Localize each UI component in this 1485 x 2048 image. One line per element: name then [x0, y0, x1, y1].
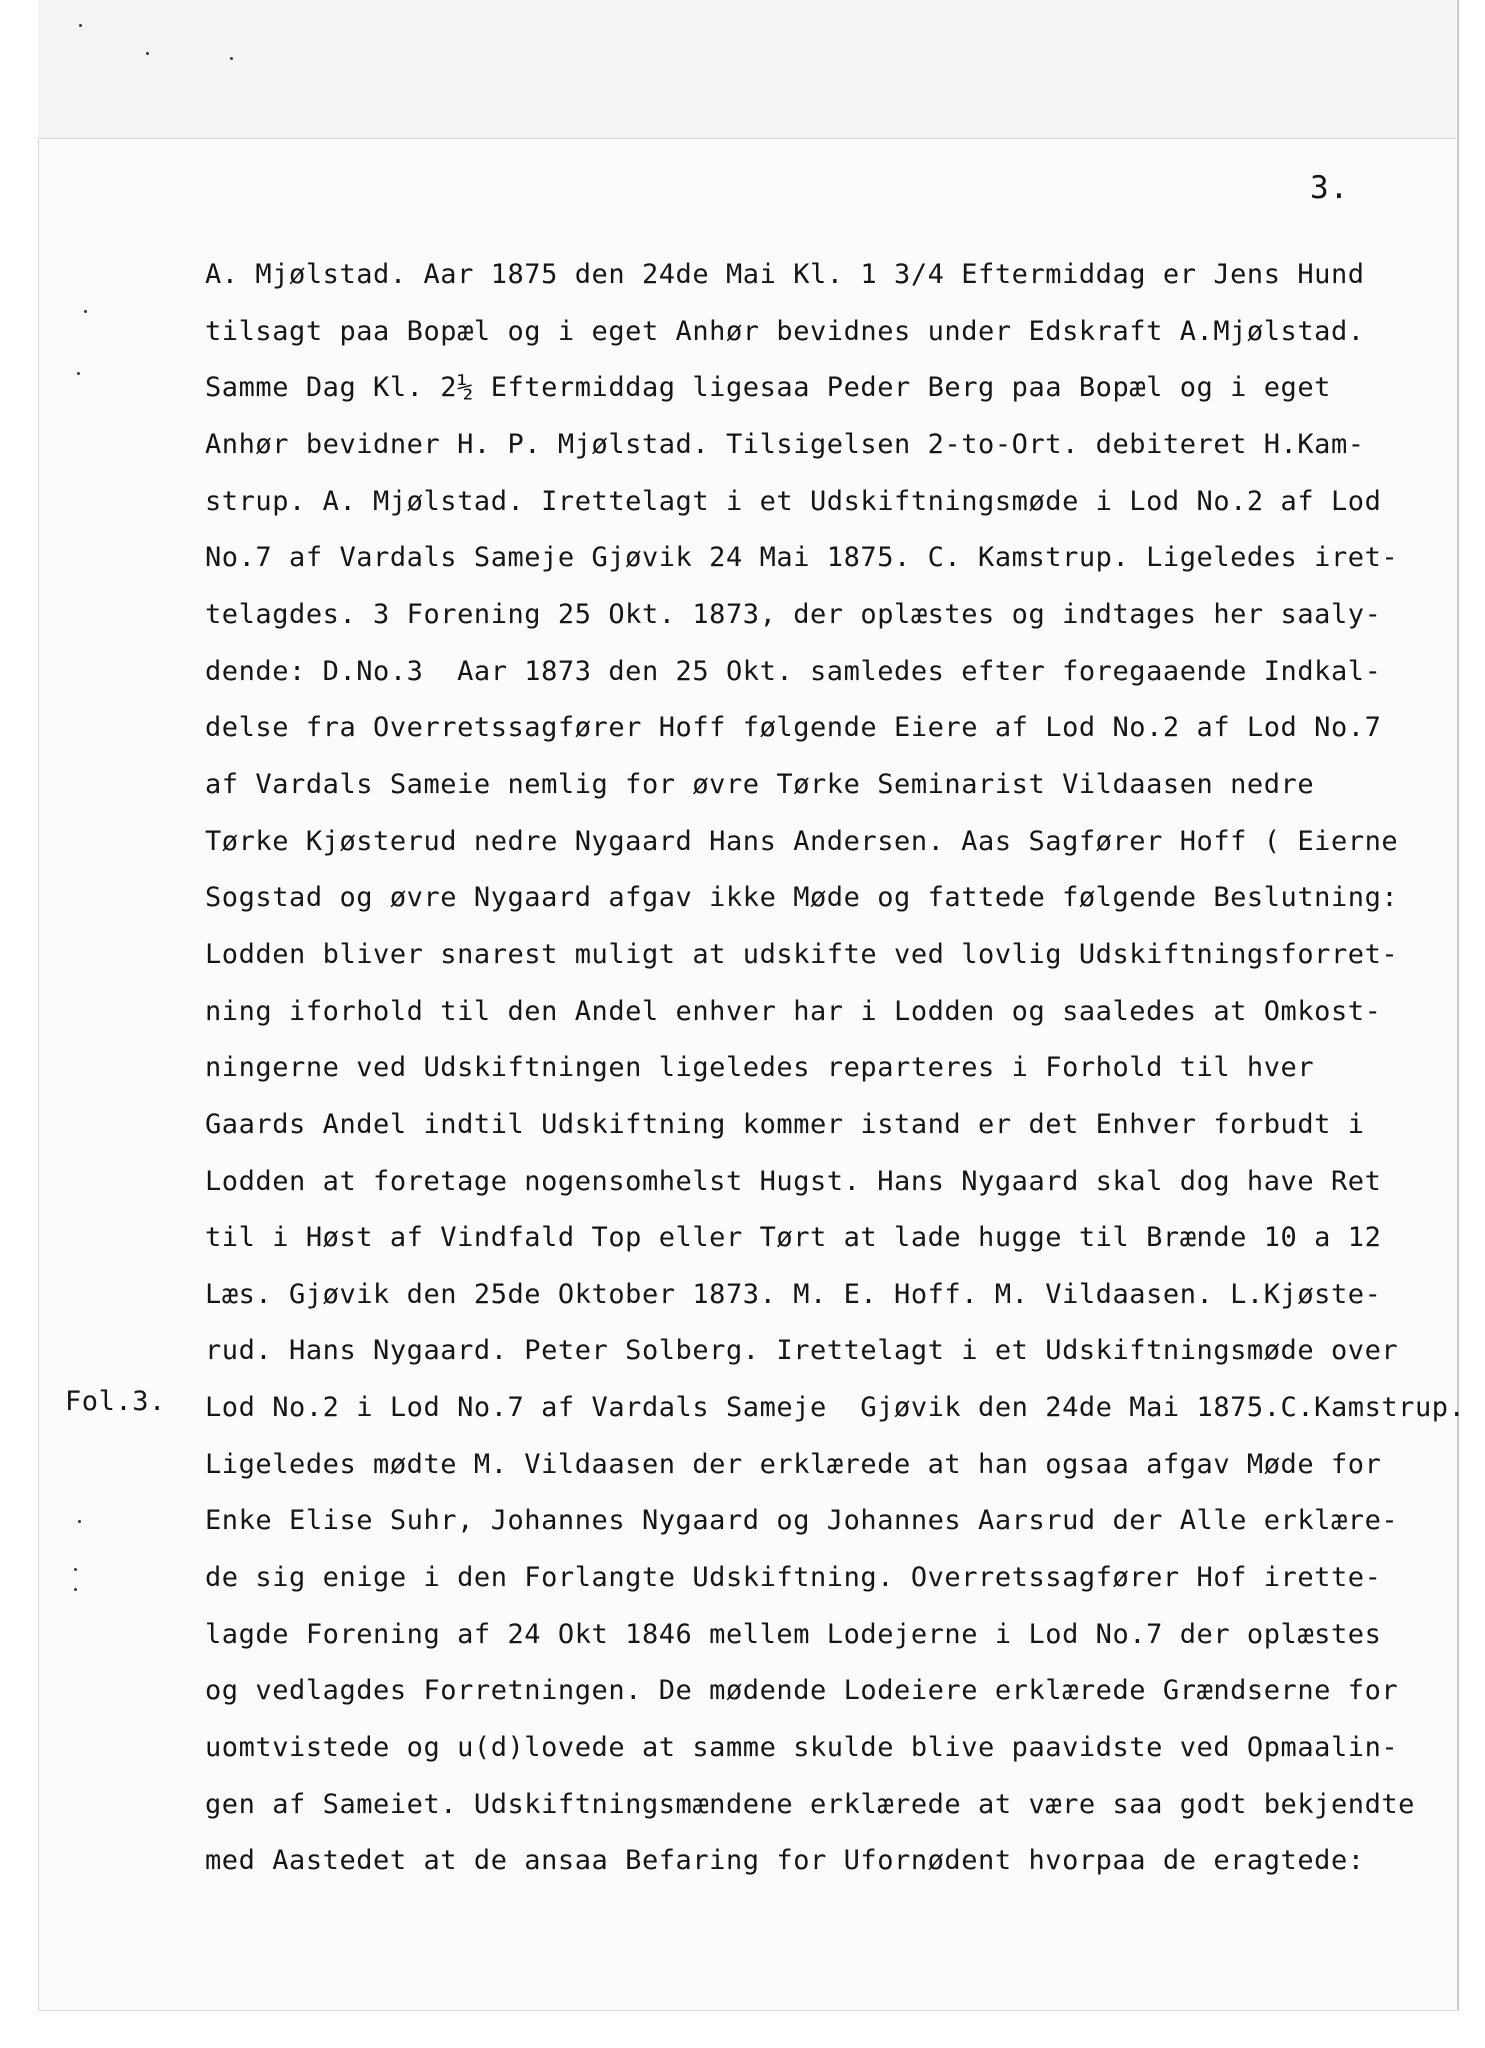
- sheet-top-band: [38, 0, 1456, 139]
- ink-speck: [74, 1568, 77, 1571]
- text-line: Tørke Kjøsterud nedre Nygaard Hans Andersen. Aas Sagfører Hoff ( Eierne: [205, 825, 1399, 857]
- text-line: de sig enige i den Forlangte Udskiftning. Overretssagfører Hof irette-: [205, 1562, 1382, 1594]
- text-line: til i Høst af Vindfald Top eller Tørt at lade hugge til Brænde 10 a 12: [205, 1222, 1382, 1254]
- text-line: ningerne ved Udskiftningen ligeledes reparteres i Forhold til hver: [205, 1052, 1315, 1084]
- text-line: ning iforhold til den Andel enhver har i Lodden og saaledes at Omkost-: [205, 995, 1382, 1027]
- text-line: og vedlagdes Forretningen. De mødende Lodeiere erklærede Grændserne for: [205, 1675, 1399, 1707]
- ink-speck: [74, 1588, 77, 1591]
- ink-speck: [84, 310, 87, 313]
- text-line: delse fra Overretssagfører Hoff følgende Eiere af Lod No.2 af Lod No.7: [205, 712, 1382, 744]
- ink-speck: [77, 372, 80, 375]
- page-number: 3.: [1310, 170, 1350, 206]
- text-line: uomtvistede og u(d)lovede at samme skulde blive paavidste ved Opmaalin-: [205, 1732, 1399, 1764]
- text-line: Lodden bliver snarest muligt at udskifte ved lovlig Udskiftningsforret-: [205, 938, 1399, 970]
- ink-speck: [79, 24, 82, 27]
- text-line: Lod No.2 i Lod No.7 af Vardals Sameje Gjøvik den 24de Mai 1875.C.Kamstrup.: [205, 1392, 1466, 1424]
- text-line: Enke Elise Suhr, Johannes Nygaard og Johannes Aarsrud der Alle erklære-: [205, 1505, 1399, 1537]
- text-line: Samme Dag Kl. 2½ Eftermiddag ligesaa Peder Berg paa Bopæl og i eget: [205, 372, 1331, 404]
- text-line: Gaards Andel indtil Udskiftning kommer istand er det Enhver forbudt i: [205, 1108, 1365, 1140]
- text-line: tilsagt paa Bopæl og i eget Anhør bevidnes under Edskraft A.Mjølstad.: [205, 315, 1365, 347]
- text-line: Ligeledes mødte M. Vildaasen der erklærede at han ogsaa afgav Møde for: [205, 1448, 1382, 1480]
- text-line: strup. A. Mjølstad. Irettelagt i et Udskiftningsmøde i Lod No.2 af Lod: [205, 485, 1382, 517]
- typed-text-body: [205, 255, 1466, 1898]
- text-line: Lodden at foretage nogensomhelst Hugst. Hans Nygaard skal dog have Ret: [205, 1165, 1382, 1197]
- text-line: Læs. Gjøvik den 25de Oktober 1873. M. E. Hoff. M. Vildaasen. L.Kjøste-: [205, 1278, 1382, 1310]
- text-line: af Vardals Sameie nemlig for øvre Tørke Seminarist Vildaasen nedre: [205, 768, 1315, 800]
- text-line: telagdes. 3 Forening 25 Okt. 1873, der oplæstes og indtages her saaly-: [205, 598, 1382, 630]
- text-line: A. Mjølstad. Aar 1875 den 24de Mai Kl. 1 3/4 Eftermiddag er Jens Hund: [205, 259, 1365, 290]
- text-line: No.7 af Vardals Sameje Gjøvik 24 Mai 1875. C. Kamstrup. Ligeledes iret-: [205, 542, 1399, 574]
- ink-speck: [146, 52, 149, 55]
- folio-margin-note: Fol.3.: [65, 1386, 166, 1417]
- text-line: med Aastedet at de ansaa Befaring for Ufornødent hvorpaa de eragtede:: [205, 1845, 1365, 1877]
- text-line: gen af Sameiet. Udskiftningsmændene erklærede at være saa godt bekjendte: [205, 1788, 1415, 1820]
- text-line: Sogstad og øvre Nygaard afgav ikke Møde og fattede følgende Beslutning:: [205, 882, 1399, 914]
- ink-speck: [230, 57, 233, 60]
- text-line: dende: D.No.3 Aar 1873 den 25 Okt. samledes efter foregaaende Indkal-: [205, 655, 1382, 687]
- text-line: lagde Forening af 24 Okt 1846 mellem Lodejerne i Lod No.7 der oplæstes: [205, 1618, 1382, 1650]
- text-line: rud. Hans Nygaard. Peter Solberg. Irettelagt i et Udskiftningsmøde over: [205, 1335, 1399, 1367]
- ink-speck: [78, 1520, 81, 1523]
- text-line: Anhør bevidner H. P. Mjølstad. Tilsigelsen 2-to-Ort. debiteret H.Kam-: [205, 428, 1365, 460]
